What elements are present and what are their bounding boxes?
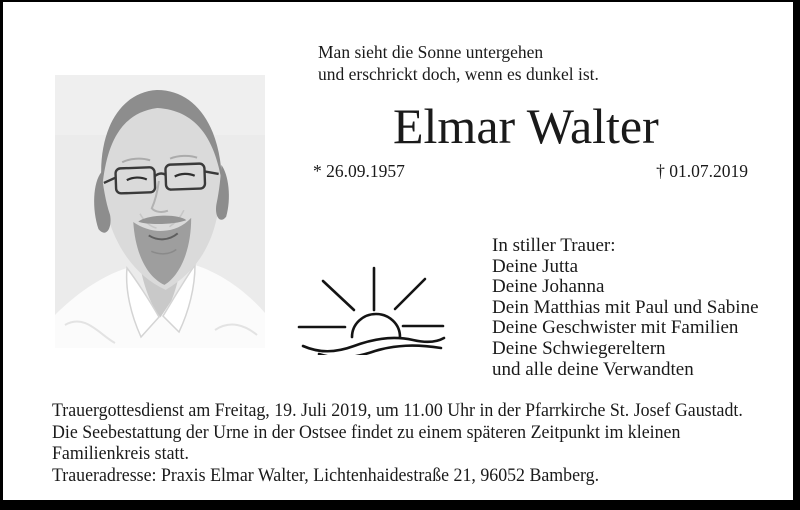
verse-line-1: Man sieht die Sonne untergehen (318, 42, 544, 62)
service-line: Die Seebestattung der Urne in der Ostsee findet zu einem späteren Zeitpunkt im kleinen (52, 421, 681, 443)
mourner-item: und alle deine Verwandten (492, 358, 694, 380)
mourner-item: Deine Schwiegereltern (492, 337, 666, 359)
setting-sun-icon (297, 260, 447, 355)
mourners-list (492, 236, 759, 380)
deceased-name: Elmar Walter (393, 98, 659, 154)
mourning-address-line: Traueradresse: Praxis Elmar Walter, Lichtenhaidestraße 21, 96052 Bamberg. (52, 464, 600, 486)
mourner-item: Deine Geschwister mit Familien (492, 317, 739, 339)
service-line: Trauergottesdienst am Freitag, 19. Juli 2019, um 11.00 Uhr in der Pfarrkirche St. Josef Gaustadt. (52, 400, 743, 421)
memorial-verse (318, 41, 599, 85)
service-details (52, 400, 743, 486)
portrait-photo-graphic (55, 75, 265, 348)
mourners-heading: In stiller Trauer: (492, 235, 616, 256)
mourner-item: Dein Matthias mit Paul und Sabine (492, 296, 759, 318)
service-line: Familienkreis statt. (52, 443, 189, 464)
portrait-photo (55, 75, 265, 348)
birth-date: * 26.09.1957 (313, 161, 405, 181)
death-date: † 01.07.2019 (656, 161, 748, 181)
mourner-item: Deine Jutta (492, 255, 579, 277)
mourner-item: Deine Johanna (492, 276, 605, 298)
verse-line-2: und erschrickt doch, wenn es dunkel ist. (318, 64, 599, 84)
